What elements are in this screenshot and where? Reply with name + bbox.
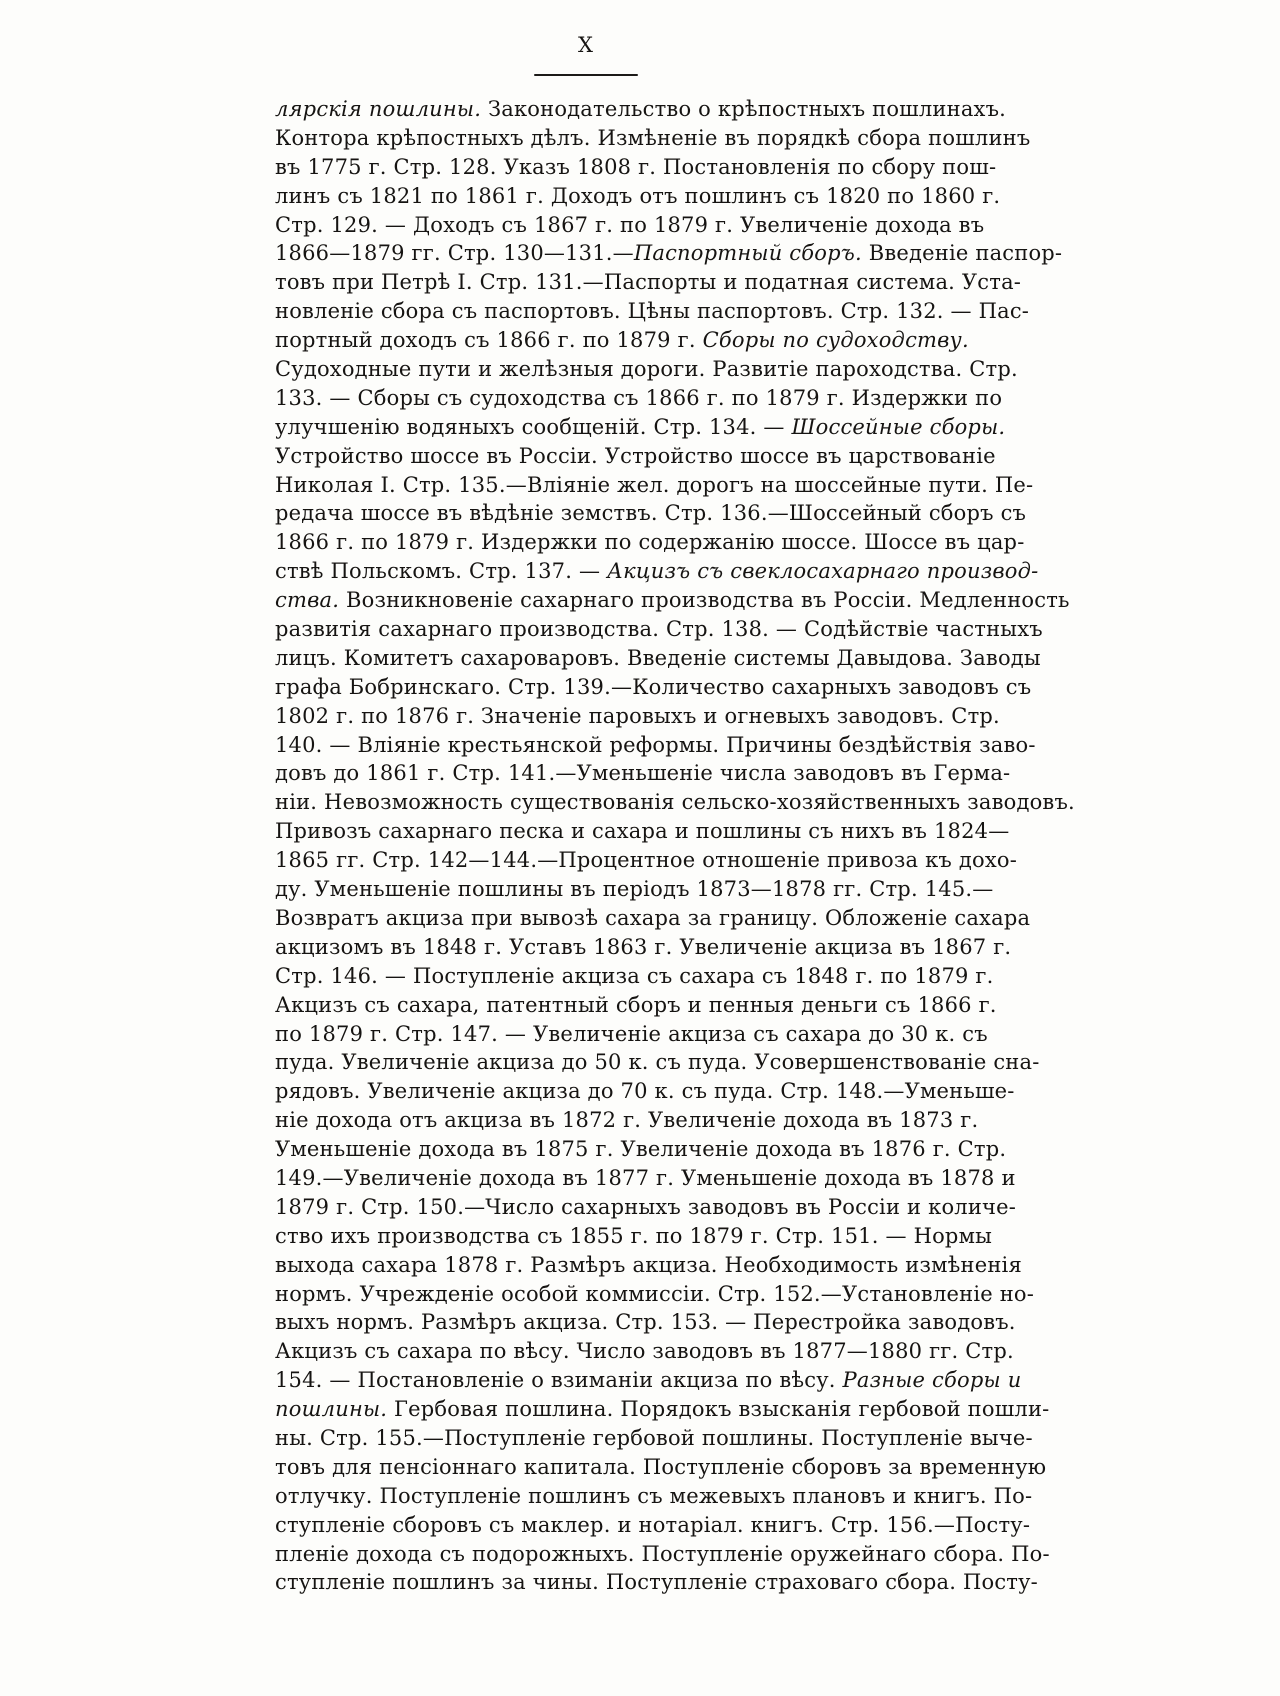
text-line — [275, 875, 994, 904]
text-line — [275, 182, 1001, 211]
text-line — [275, 962, 994, 991]
text-line — [275, 1251, 1022, 1280]
text-line — [275, 1337, 1014, 1366]
italic-text-segment: пошлины. — [275, 1397, 388, 1422]
text-segment: Возвратъ акциза при вывозѣ сахара за границу. Обложеніе сахара — [275, 905, 1031, 930]
text-line — [275, 731, 1036, 760]
italic-text-segment: Паспортный сборъ. — [633, 241, 862, 266]
text-segment: 133. — Сборы съ судоходства съ 1866 г. по 1879 г. Издержки по — [275, 385, 1003, 410]
text-line — [275, 1106, 979, 1135]
text-segment: 1879 г. Стр. 150.—Число сахарныхъ заводовъ въ Россіи и количе- — [275, 1194, 1017, 1219]
text-line — [275, 1280, 1035, 1309]
text-line — [275, 673, 1032, 702]
text-line — [275, 1424, 1033, 1453]
text-segment: товъ для пенсіоннаго капитала. Поступленіе сборовъ за временную — [275, 1454, 1047, 1479]
text-line — [275, 933, 1012, 962]
header-rule — [534, 74, 638, 76]
italic-text-segment: ства. — [275, 588, 340, 613]
text-segment: выхода сахара 1878 г. Размѣръ акциза. Необходимость измѣненія — [275, 1252, 1022, 1277]
text-segment: отлучку. Поступленіе пошлинъ съ межевыхъ плановъ и книгъ. По- — [275, 1483, 1033, 1508]
text-segment: Привозъ сахарнаго песка и сахара и пошлины съ нихъ въ 1824— — [275, 819, 1010, 844]
text-segment: 1802 г. по 1876 г. Значеніе паровыхъ и огневыхъ заводовъ. Стр. — [275, 703, 1000, 728]
italic-text-segment: Разные сборы и — [842, 1368, 1022, 1393]
text-segment: ступленіе сборовъ съ маклер. и нотаріал. книгъ. Стр. 156.—Посту- — [275, 1512, 1031, 1537]
text-segment: товъ при Петрѣ I. Стр. 131.—Паспорты и податная система. Уста- — [275, 270, 1022, 295]
text-line — [275, 1222, 993, 1251]
text-segment: ство ихъ производства съ 1855 г. по 1879 г. Стр. 151. — Нормы — [275, 1223, 993, 1248]
text-segment: редача шоссе въ вѣдѣніе земствъ. Стр. 136.—Шоссейный сборъ съ — [275, 501, 1027, 526]
text-line — [275, 991, 997, 1020]
text-line — [275, 586, 1070, 615]
text-line — [275, 1135, 1007, 1164]
text-line — [275, 95, 1007, 124]
text-line — [275, 239, 1063, 268]
text-line — [275, 326, 969, 355]
text-segment: Законодательство о крѣпостныхъ пошлинахъ. — [481, 97, 1007, 121]
text-segment: ду. Уменьшеніе пошлины въ періодъ 1873—1878 гг. Стр. 145.— — [275, 877, 994, 902]
text-segment: акцизомъ въ 1848 г. Уставъ 1863 г. Увеличеніе акциза въ 1867 г. — [275, 934, 1012, 959]
text-segment: 140. — Вліяніе крестьянской реформы. Причины бездѣйствія заво- — [275, 732, 1036, 757]
text-line — [275, 1308, 1016, 1337]
text-line — [275, 1366, 1022, 1395]
text-segment: портный доходъ съ 1866 г. по 1879 г. — [275, 328, 703, 353]
text-segment: Стр. 146. — Поступленіе акциза съ сахара съ 1848 г. по 1879 г. — [275, 963, 994, 988]
text-line — [275, 1077, 1015, 1106]
italic-text-segment: Акцизъ съ свеклосахарнаго производ- — [607, 559, 1039, 584]
text-segment: ны. Стр. 155.—Поступленіе гербовой пошлины. Поступленіе выче- — [275, 1425, 1033, 1450]
text-segment: 1866 г. по 1879 г. Издержки по содержанію шоссе. Шоссе въ цар- — [275, 530, 1025, 555]
text-segment: Возникновеніе сахарнаго производства въ Россіи. Медленность — [339, 588, 1070, 613]
text-segment: новленіе сбора съ паспортовъ. Цѣны паспортовъ. Стр. 132. — Пас- — [275, 299, 1030, 324]
text-line — [275, 846, 1018, 875]
text-segment: довъ до 1861 г. Стр. 141.—Уменьшеніе числа заводовъ въ Герма- — [275, 761, 1011, 786]
text-segment: въ 1775 г. Стр. 128. Указъ 1808 г. Постановленія по сбору пош- — [275, 154, 997, 179]
italic-text-segment: лярскія пошлины. — [275, 97, 482, 121]
text-segment: Гербовая пошлина. Порядокъ взысканія гербовой пошли- — [387, 1397, 1050, 1422]
text-line — [275, 211, 985, 240]
text-line — [275, 297, 1030, 326]
text-line — [275, 702, 1000, 731]
text-segment: 149.—Увеличеніе дохода въ 1877 г. Уменьшеніе дохода въ 1878 и — [275, 1165, 1016, 1190]
text-line — [275, 1395, 1050, 1424]
italic-text-segment: Шоссейные сборы. — [791, 414, 1006, 439]
text-line — [275, 268, 1022, 297]
text-segment: ніи. Невозможность существованія сельско-хозяйственныхъ заводовъ. — [275, 790, 1075, 815]
text-segment: Устройство шоссе въ Россіи. Устройство шоссе въ царствованіе — [275, 443, 996, 468]
text-line — [275, 355, 1018, 384]
italic-text-segment: Сборы по судоходству. — [702, 328, 969, 353]
text-line — [275, 153, 997, 182]
text-line — [275, 1020, 988, 1049]
text-segment: Акцизъ съ сахара по вѣсу. Число заводовъ въ 1877—1880 гг. Стр. — [275, 1339, 1014, 1364]
text-segment: ствѣ Польскомъ. Стр. 137. — — [275, 559, 608, 584]
text-segment: Контора крѣпостныхъ дѣлъ. Измѣненіе въ порядкѣ сбора пошлинъ — [275, 125, 1031, 150]
text-line — [275, 442, 996, 471]
text-segment: развитія сахарнаго производства. Стр. 138. — Содѣйствіе частныхъ — [275, 617, 1043, 642]
text-block — [275, 95, 1075, 1597]
text-line — [275, 1048, 1040, 1077]
text-line — [275, 644, 1041, 673]
text-line — [275, 615, 1043, 644]
text-segment: по 1879 г. Стр. 147. — Увеличеніе акциза съ сахара до 30 к. съ — [275, 1021, 988, 1046]
text-segment: улучшенію водяныхъ сообщеній. Стр. 134. — — [275, 414, 792, 439]
text-line — [275, 499, 1027, 528]
text-line — [275, 759, 1011, 788]
text-line — [275, 1453, 1047, 1482]
text-line — [275, 124, 1031, 153]
text-segment: лицъ. Комитетъ сахароваровъ. Введеніе системы Давыдова. Заводы — [275, 645, 1041, 670]
text-line — [275, 413, 1006, 442]
text-segment: Акцизъ съ сахара, патентный сборъ и пенныя деньги съ 1866 г. — [275, 992, 997, 1017]
text-line — [275, 557, 1039, 586]
text-line — [275, 384, 1003, 413]
page-number: X — [578, 33, 594, 57]
text-segment: пуда. Увеличеніе акциза до 50 к. съ пуда. Усовершенствованіе сна- — [275, 1050, 1040, 1075]
text-line — [275, 817, 1010, 846]
text-line — [275, 904, 1031, 933]
text-line — [275, 1193, 1017, 1222]
text-segment: выхъ нормъ. Размѣръ акциза. Стр. 153. — Перестройка заводовъ. — [275, 1310, 1016, 1335]
text-line — [275, 1568, 1038, 1597]
text-segment: ніе дохода отъ акциза въ 1872 г. Увеличеніе дохода въ 1873 г. — [275, 1108, 979, 1133]
text-segment: Стр. 129. — Доходъ съ 1867 г. по 1879 г. Увеличеніе дохода въ — [275, 212, 985, 237]
text-segment: Судоходные пути и желѣзныя дороги. Развитіе пароходства. Стр. — [275, 357, 1018, 382]
text-segment: рядовъ. Увеличеніе акциза до 70 к. съ пуда. Стр. 148.—Уменьше- — [275, 1079, 1015, 1104]
text-line — [275, 1511, 1031, 1540]
text-segment: пленіе дохода съ подорожныхъ. Поступленіе оружейнаго сбора. По- — [275, 1541, 1050, 1566]
text-line — [275, 528, 1025, 557]
text-line — [275, 1540, 1050, 1569]
text-segment: 154. — Постановленіе о взиманіи акциза по вѣсу. — [275, 1368, 843, 1393]
text-segment: 1865 гг. Стр. 142—144.—Процентное отношеніе привоза къ дохо- — [275, 848, 1018, 873]
text-segment: Уменьшеніе дохода въ 1875 г. Увеличеніе дохода въ 1876 г. Стр. — [275, 1137, 1007, 1162]
text-segment: ступленіе пошлинъ за чины. Поступленіе страховаго сбора. Посту- — [275, 1570, 1038, 1595]
text-segment: нормъ. Учрежденіе особой коммиссіи. Стр. 152.—Установленіе но- — [275, 1281, 1035, 1306]
text-segment: Николая I. Стр. 135.—Вліяніе жел. дорогъ на шоссейные пути. Пе- — [275, 472, 1034, 497]
text-segment: 1866—1879 гг. Стр. 130—131.— — [275, 241, 634, 266]
text-line — [275, 1164, 1016, 1193]
text-line — [275, 471, 1034, 500]
text-segment: линъ съ 1821 по 1861 г. Доходъ отъ пошлинъ съ 1820 по 1860 г. — [275, 183, 1001, 208]
text-segment: графа Бобринскаго. Стр. 139.—Количество сахарныхъ заводовъ съ — [275, 674, 1032, 699]
text-segment: Введеніе паспор- — [861, 241, 1063, 266]
text-line — [275, 788, 1075, 817]
text-line — [275, 1482, 1033, 1511]
